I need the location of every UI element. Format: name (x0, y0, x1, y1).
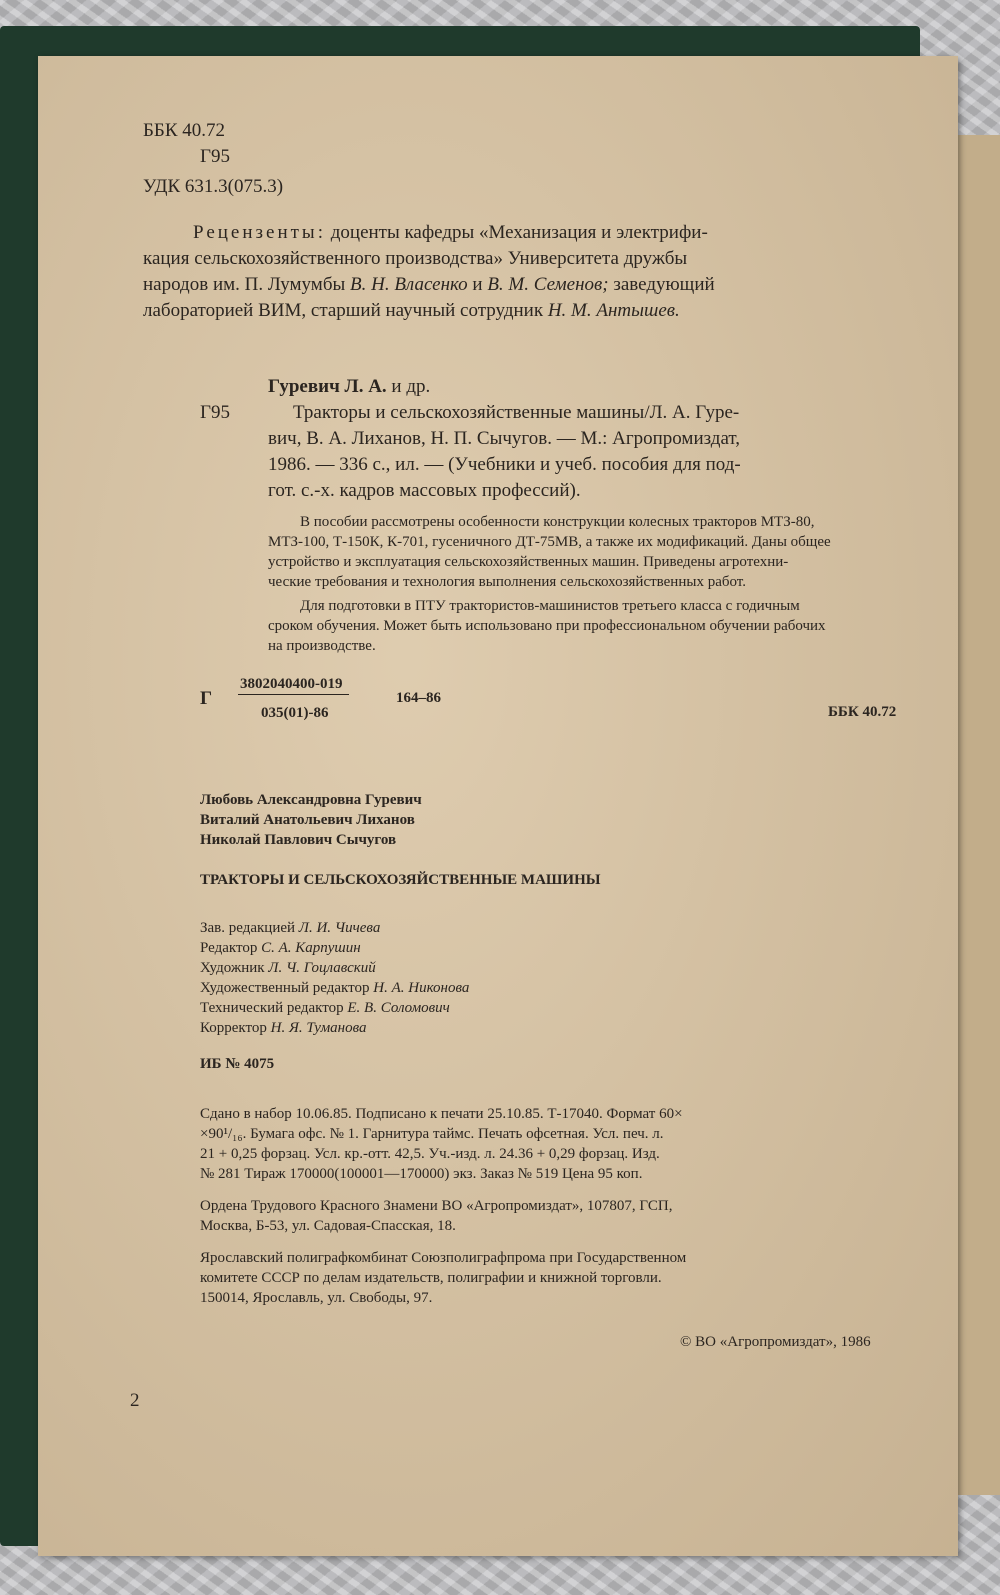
staff-proofreader: Корректор Н. Я. Туманова (200, 1020, 367, 1036)
bbk-header: ББК 40.72 (143, 120, 225, 141)
publisher-line-1: Ордена Трудового Красного Знамени ВО «Агропромиздат», 107807, ГСП, (200, 1198, 673, 1214)
annotation-line-1: В пособии рассмотрены особенности конструкции колесных тракторов МТЗ-80, (300, 514, 815, 530)
catalog-code-2: Г95 (200, 402, 230, 423)
staff-editor-chief: Зав. редакцией Л. И. Чичева (200, 920, 381, 936)
imprint-line-3: 21 + 0,25 форзац. Усл. кр.-отт. 42,5. Уч.-изд. л. 24.36 + 0,29 форзац. Изд. (200, 1146, 660, 1162)
annotation-line-3: устройство и эксплуатация сельскохозяйственных машин. Приведены агротехни- (268, 554, 789, 570)
copyright: © ВО «Агропромиздат», 1986 (680, 1334, 871, 1350)
staff-editor: Редактор С. А. Карпушин (200, 940, 361, 956)
author-2: Виталий Анатольевич Лиханов (200, 812, 415, 828)
reviewers-line-4: лабораторией ВИМ, старший научный сотрудник Н. М. Антышев. (143, 300, 680, 321)
catalog-line-4: гот. с.-х. кадров массовых профессий). (268, 480, 581, 501)
printer-line-1: Ярославский полиграфкомбинат Союзполиграфпрома при Государственном (200, 1250, 687, 1266)
imprint-line-4: № 281 Тираж 170000(100001—170000) экз. Заказ № 519 Цена 95 коп. (200, 1166, 643, 1182)
publisher-line-2: Москва, Б-53, ул. Садовая-Спасская, 18. (200, 1218, 456, 1234)
annotation-line-5: Для подготовки в ПТУ трактористов-машинистов третьего класса с годичным (300, 598, 800, 614)
imprint-line-1: Сдано в набор 10.06.85. Подписано к печати 25.10.85. Т-17040. Формат 60× (200, 1106, 683, 1122)
book-page (38, 56, 958, 1556)
catalog-line-1: Тракторы и сельскохозяйственные машины/Л. А. Гуре- (293, 402, 740, 423)
author-1: Любовь Александровна Гуревич (200, 792, 422, 808)
annotation-line-4: ческие требования и технология выполнения сельскохозяйственных работ. (268, 574, 746, 590)
author-3: Николай Павлович Сычугов (200, 832, 397, 848)
staff-tech-editor: Технический редактор Е. В. Соломович (200, 1000, 450, 1016)
index-denominator: 035(01)-86 (261, 705, 329, 721)
udk-header: УДК 631.3(075.3) (143, 176, 284, 197)
staff-artist: Художник Л. Ч. Гоцлавский (200, 960, 376, 976)
reviewers-label: Рецензенты: (193, 222, 326, 243)
catalog-code: Г95 (200, 146, 230, 167)
reviewers-line-2: кация сельскохозяйственного производства» Университета дружбы (143, 248, 688, 269)
page-number: 2 (130, 1390, 140, 1411)
printer-line-3: 150014, Ярославль, ул. Свободы, 97. (200, 1290, 433, 1306)
reviewers-line-3: народов им. П. Лумумбы В. Н. Власенко и В. М. Семенов; заведующий (143, 274, 715, 295)
index-numerator: 3802040400-019 (238, 676, 349, 695)
ib-number: ИБ № 4075 (200, 1056, 275, 1072)
annotation-line-2: МТЗ-100, Т-150К, К-701, гусеничного ДТ-75МВ, а также их модификаций. Даны общее (268, 534, 831, 550)
catalog-line-3: 1986. — 336 с., ил. — (Учебники и учеб. пособия для под- (268, 454, 741, 475)
index-number: 164–86 (396, 690, 441, 706)
imprint-line-2: ×90¹/₁₆. Бумага офс. № 1. Гарнитура таймс. Печать офсетная. Усл. печ. л. (200, 1126, 664, 1142)
book-title: ТРАКТОРЫ И СЕЛЬСКОХОЗЯЙСТВЕННЫЕ МАШИНЫ (200, 872, 601, 888)
index-bbk: ББК 40.72 (828, 704, 897, 720)
annotation-line-7: на производстве. (268, 638, 376, 654)
index-letter: Г (200, 688, 213, 709)
catalog-line-2: вич, В. А. Лиханов, Н. П. Сычугов. — М.: Агропромиздат, (268, 428, 741, 449)
printer-line-2: комитете СССР по делам издательств, полиграфии и книжной торговли. (200, 1270, 662, 1286)
annotation-line-6: сроком обучения. Может быть использовано при профессиональном обучении рабочих (268, 618, 826, 634)
catalog-author: Гуревич Л. А. и др. (268, 376, 431, 397)
reviewers-line-1: Рецензенты: доценты кафедры «Механизация и электрифи- (193, 222, 708, 243)
staff-art-editor: Художественный редактор Н. А. Никонова (200, 980, 470, 996)
